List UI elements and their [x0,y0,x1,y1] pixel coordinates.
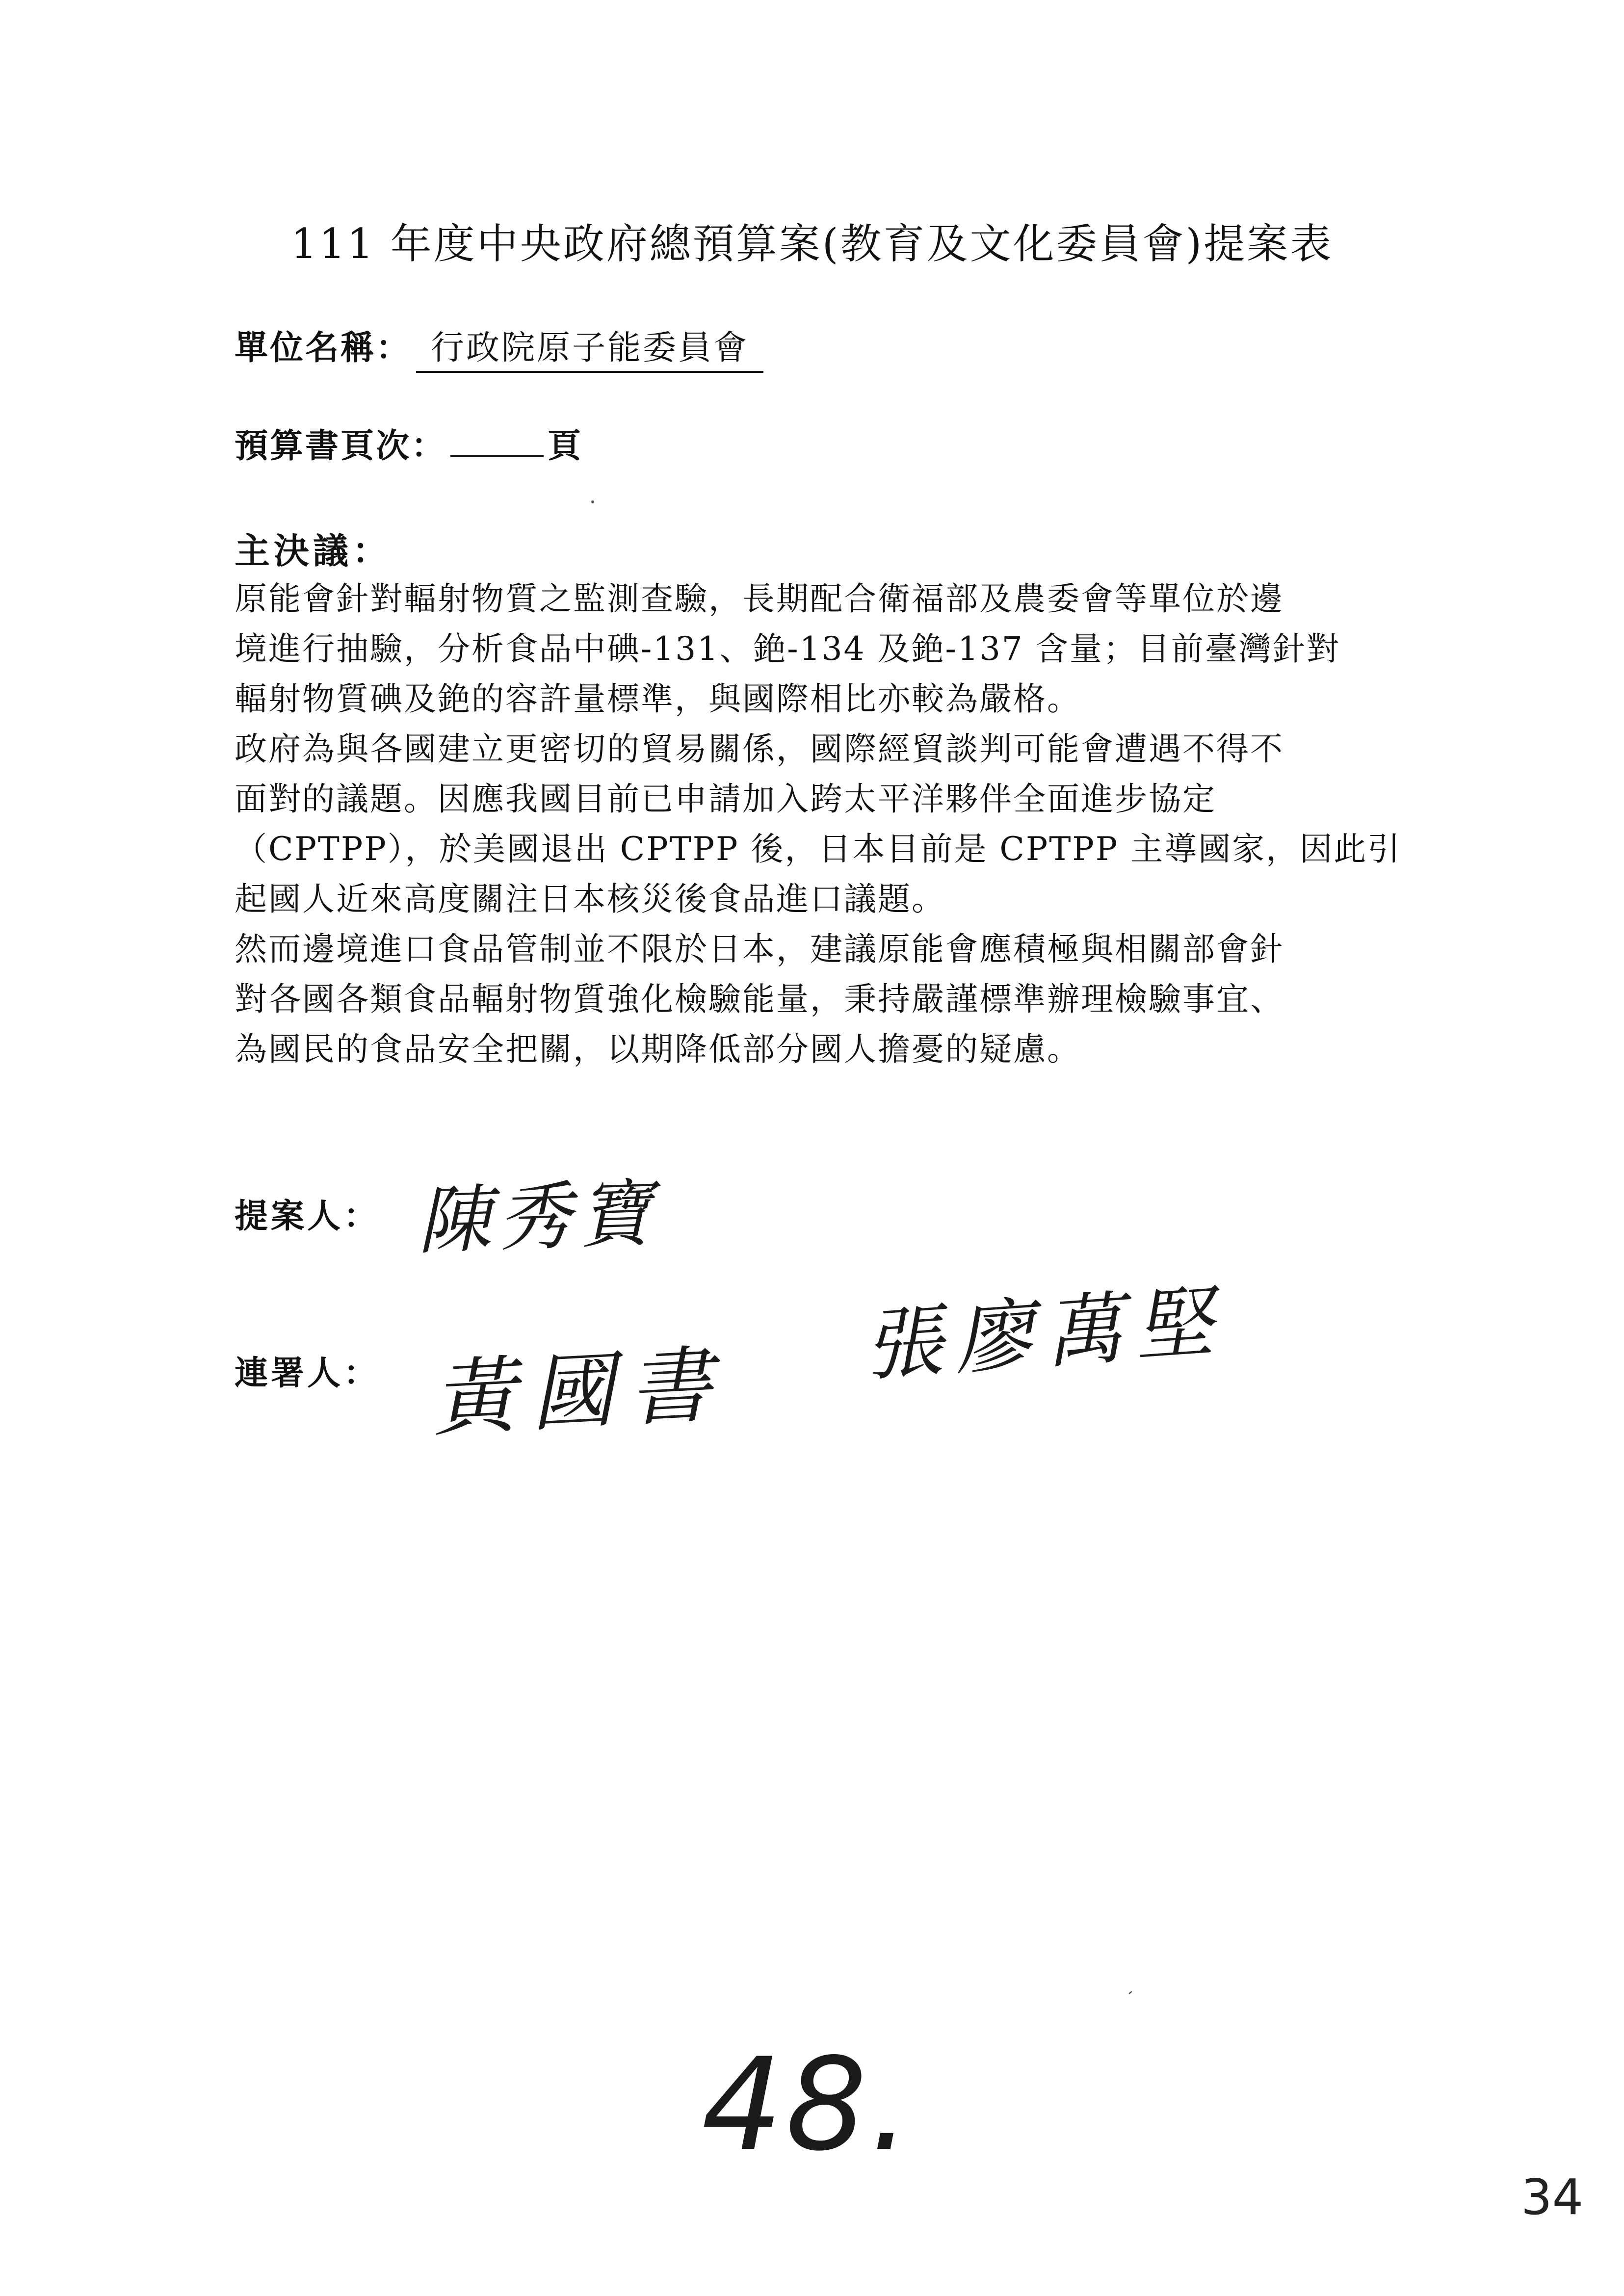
body-line: 輻射物質碘及銫的容許量標準，與國際相比亦較為嚴格。 [235,680,1081,718]
body-line: 對各國各類食品輻射物質強化檢驗能量，秉持嚴謹標準辦理檢驗事宜、 [235,980,1284,1018]
cosigner-signature-2: 張廖萬堅 [861,1275,1228,1392]
handwritten-proposal-number: 48. [702,2031,914,2179]
budget-page-label: 預算書頁次： [235,426,447,466]
unit-name-field [235,321,763,373]
unit-name-label: 單位名稱： [235,328,412,367]
proposer-signature: 陳秀寶 [416,1171,660,1265]
cosigner-signature-1: 黃國書 [430,1336,729,1449]
body-line: 起國人近來高度關注日本核災後食品進口議題。 [235,880,945,918]
unit-name-value: 行政院原子能委員會 [416,321,763,373]
scan-speck [591,500,594,503]
scan-speck [1128,1991,1132,1994]
body-line: 原能會針對輻射物質之監測查驗，長期配合衛福部及農委會等單位於邊 [235,580,1284,618]
resolution-heading: 主決議： [235,530,392,572]
cosigner-label: 連署人： [235,1354,380,1393]
body-line: 面對的議題。因應我國目前已申請加入跨太平洋夥伴全面進步協定 [235,780,1216,818]
budget-page-blank [450,426,544,457]
body-line: 然而邊境進口食品管制並不限於日本，建議原能會應積極與相關部會針 [235,930,1284,968]
body-line: 政府為與各國建立更密切的貿易關係，國際經貿談判可能會遭遇不得不 [235,730,1284,768]
proposer-label: 提案人： [235,1197,380,1236]
document-title: 111 年度中央政府總預算案(教育及文化委員會)提案表 [290,220,1334,268]
budget-page-field [235,419,583,467]
body-line: 為國民的食品安全把關，以期降低部分國人擔憂的疑慮。 [235,1030,1081,1068]
body-line: （CPTPP），於美國退出 CPTPP 後，日本目前是 CPTPP 主導國家，因此引 [235,830,1402,868]
resolution-body [235,574,1446,1074]
budget-page-suffix: 頁 [548,426,583,466]
body-line: 境進行抽驗，分析食品中碘-131、銫-134 及銫-137 含量；目前臺灣針對 [235,630,1340,668]
page-number: 34 [1521,2168,1584,2226]
